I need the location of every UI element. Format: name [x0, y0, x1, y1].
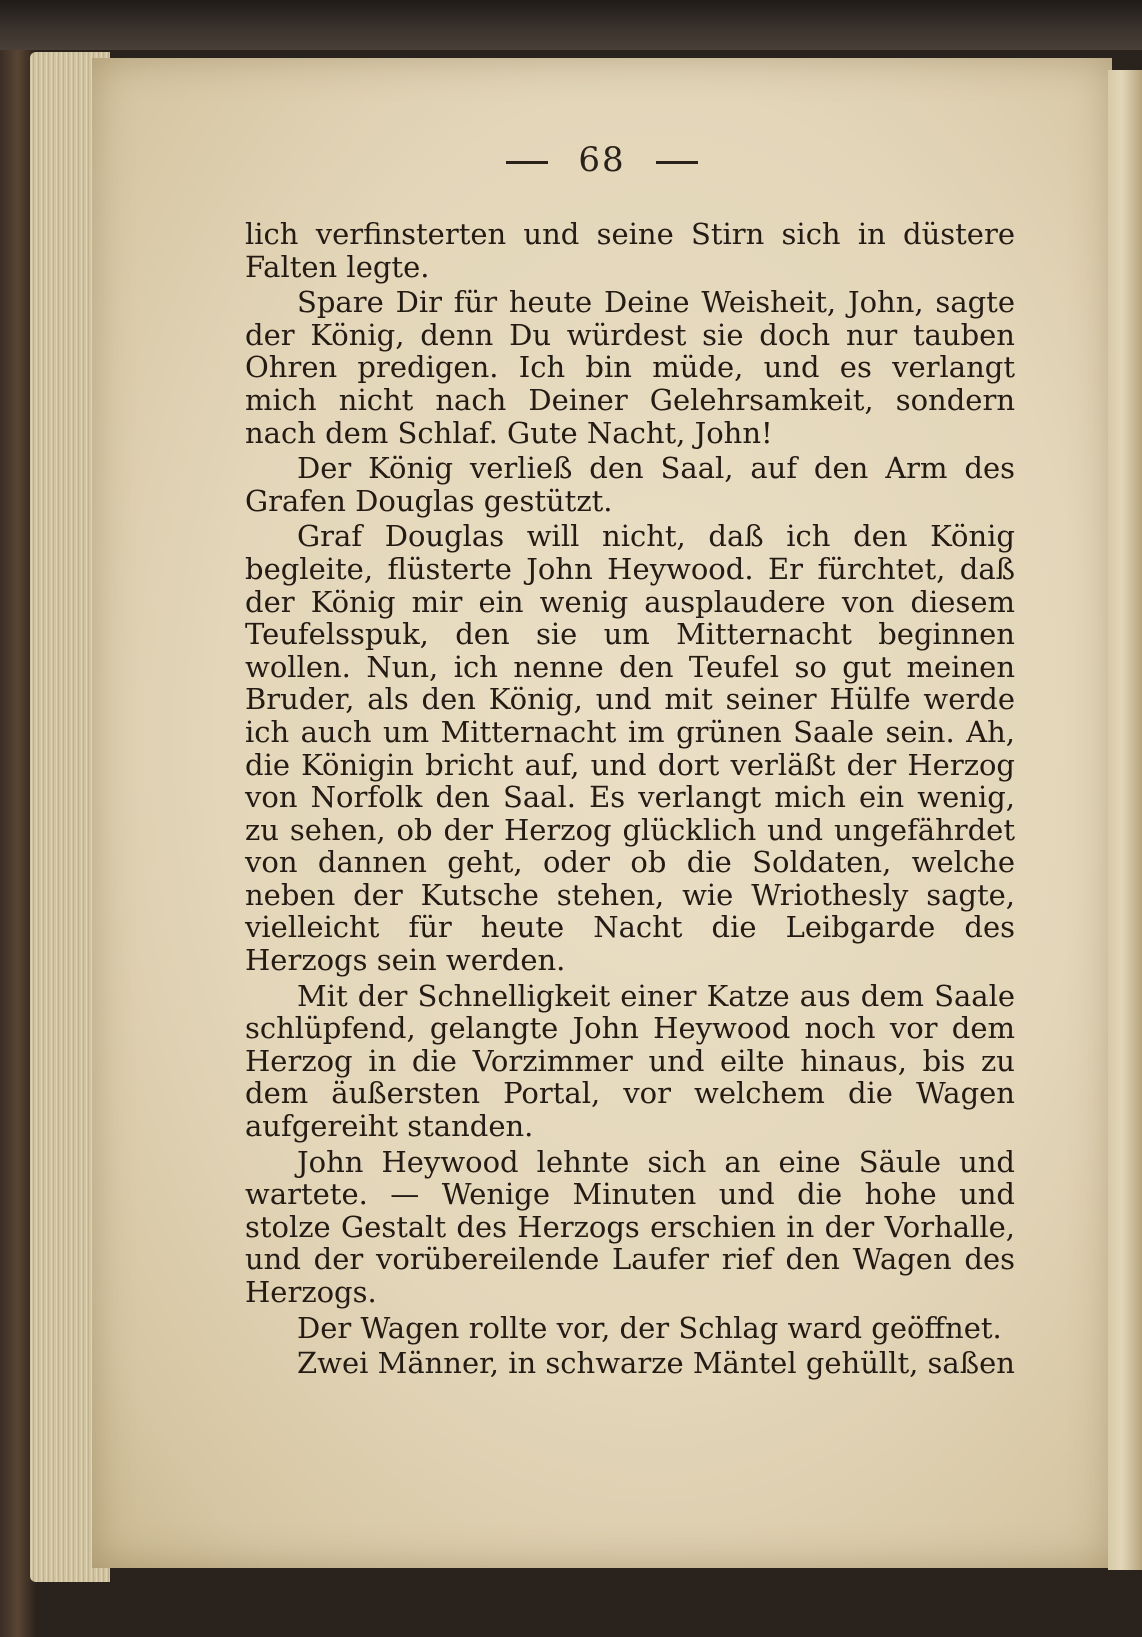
header-dash-left	[506, 161, 548, 164]
paragraph: Mit der Schnelligkeit einer Katze aus dem Saale schlüpfend, gelangte John Heywood noch vor dem Herzog in die Vorzimmer und eilte hinaus, bis zu dem äußersten Portal, vor welchem die Wagen aufgereiht standen.	[245, 978, 1015, 1144]
facing-page-edge	[1108, 70, 1142, 1570]
paragraph: Der König verließ den Saal, auf den Arm des Grafen Douglas gestützt.	[245, 451, 1015, 518]
book-cover-top	[0, 0, 1142, 50]
paragraph: Spare Dir für heute Deine Weisheit, John, sagte der König, denn Du würdest sie doch nur tauben Ohren predigen. Ich bin müde, und es verlangt mich nicht nach Deiner Gelehrsamkeit, sondern nach dem Schlaf. Gute Nacht, John!	[245, 285, 1015, 450]
paragraph: lich verfinsterten und seine Stirn sich in düstere Falten legte.	[245, 217, 1015, 284]
page-header	[92, 140, 1112, 180]
header-dash-right	[656, 161, 698, 164]
paragraph: Zwei Männer, in schwarze Mäntel gehüllt, saßen	[297, 1346, 1015, 1381]
paragraph: Graf Douglas will nicht, daß ich den König begleite, flüsterte John Heywood. Er fürchtet, daß der König mir ein wenig ausplaudere von diesem Teufelsspuk, den sie um Mitternacht beginnen wollen. Nun, ich nenne den Teufel so gut meinen Bruder, als den König, und mit seiner Hülfe werde ich auch um Mitternacht im grünen Saale sein. Ah, die Königin bricht auf, und dort verläßt der Herzog von Norfolk den Saal. Es verlangt mich ein wenig, zu sehen, ob der Herzog glücklich und ungefährdet von dannen geht, oder ob die Soldaten, welche neben der Kutsche stehen, wie Wriothesly sagte, vielleicht für heute Nacht die Leibgarde des Herzogs sein werden.	[245, 519, 1015, 978]
page-text	[245, 218, 1015, 1383]
page-number: 68	[578, 140, 626, 180]
paragraph: John Heywood lehnte sich an eine Säule und wartete. — Wenige Minuten und die hohe und stolze Gestalt des Herzogs erschien in der Vorhalle, und der vorübereilende Laufer rief den Wagen des Herzogs.	[245, 1144, 1015, 1309]
paragraph: Der Wagen rollte vor, der Schlag ward geöffnet.	[297, 1310, 1002, 1345]
